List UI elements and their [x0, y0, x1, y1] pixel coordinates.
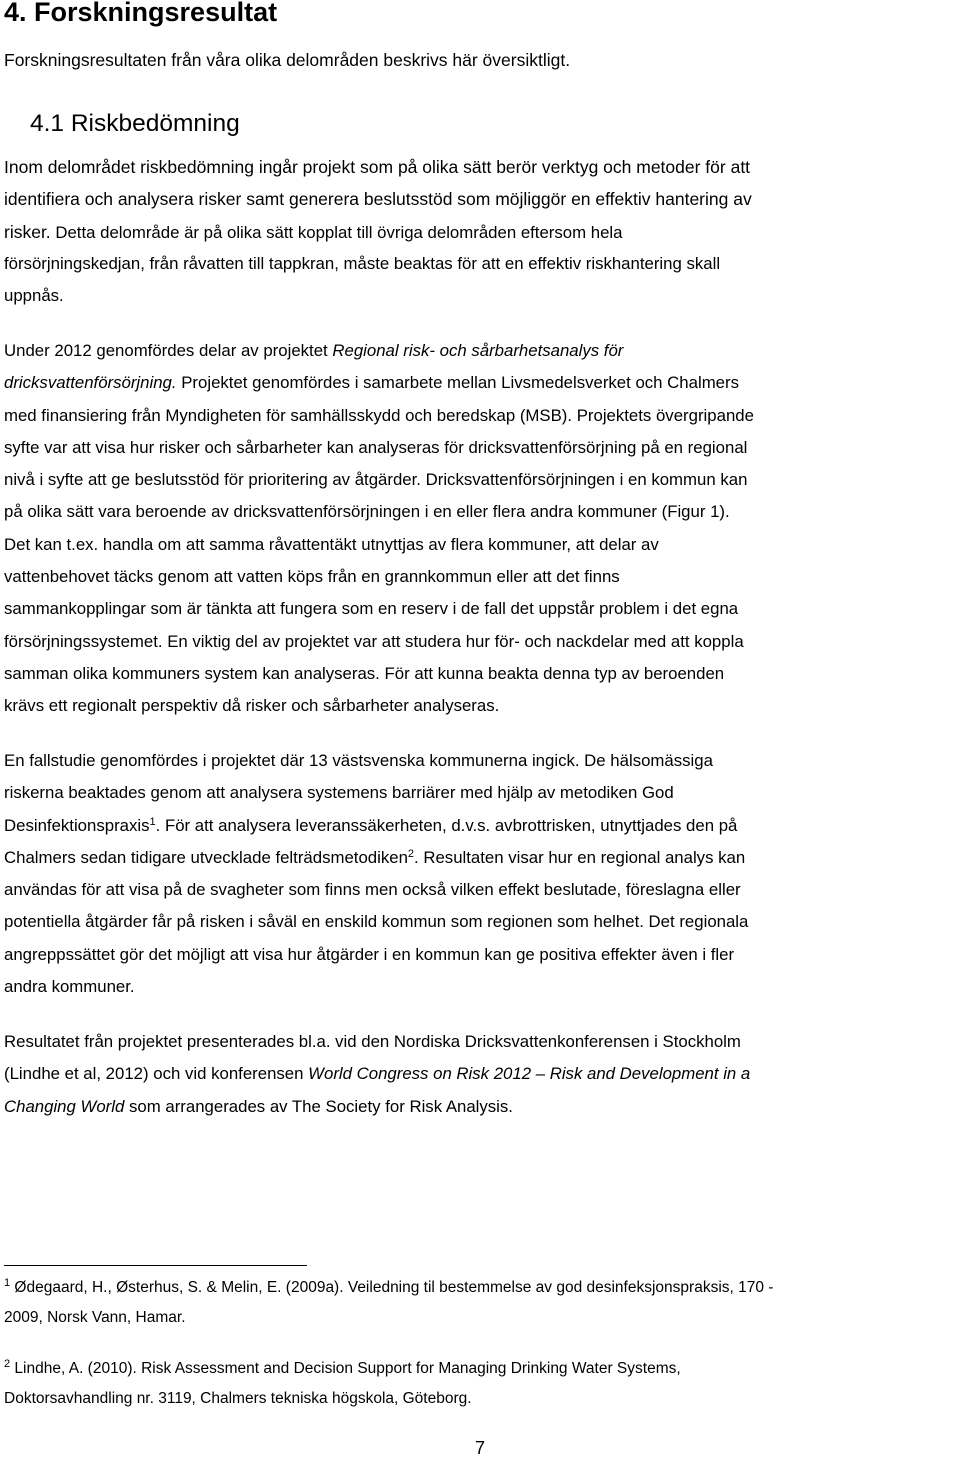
text-line: med finansiering från Myndigheten för samhällsskydd och beredskap (MSB). Projektets övergripande: [4, 405, 754, 425]
text-line: [4, 1354, 960, 1384]
text-line: nivå i syfte att ge beslutsstöd för prioritering av åtgärder. Dricksvattenförsörjningen i en kommun kan: [4, 470, 748, 490]
text-run: Detta delområde är på olika sätt kopplat till övriga delområden eftersom hela: [50, 222, 623, 242]
text-line: på olika sätt vara beroende av dricksvattenförsörjningen i en eller flera andra kommuner (Figur 1).: [4, 502, 730, 522]
footnote-1: [4, 1273, 960, 1333]
text-line: 2009, Norsk Vann, Hamar.: [4, 1309, 186, 1326]
text-run: Under 2012 genomfördes delar av projektet: [4, 341, 333, 360]
conference-title: World Congress on Risk 2012 – Risk and Development in a: [308, 1064, 751, 1084]
footnote-ref-2[interactable]: 2: [407, 847, 415, 860]
text-line: Det kan t.ex. handla om att samma råvattentäkt utnyttjas av flera kommuner, att delar av: [4, 534, 659, 554]
text-run: Lindhe, A. (2010). Risk Assessment and Decision Support for Managing Drinking Water Systems,: [10, 1360, 681, 1377]
text-line: Doktorsavhandling nr. 3119, Chalmers tekniska högskola, Göteborg.: [4, 1390, 472, 1407]
project-title: dricksvattenförsörjning.: [4, 373, 177, 393]
text-line: [4, 335, 960, 367]
text-run: Ødegaard, H., Østerhus, S. & Melin, E. (2009a). Veiledning til bestemmelse av god desinfeksjonspraksis, 170 -: [10, 1279, 774, 1296]
text-line: En fallstudie genomfördes i projektet där 13 västsvenska kommunerna ingick. De hälsomässiga: [4, 751, 713, 770]
text-run: . Resultaten visar hur en regional analys kan: [414, 847, 746, 867]
text-line: andra kommuner.: [4, 977, 135, 997]
conference-title: Changing World: [4, 1096, 125, 1116]
text-line: Inom delområdet riskbedömning ingår projekt som på olika sätt berör verktyg och metoder för att: [4, 157, 751, 177]
text-run: . För att analysera leveranssäkerheten, d.v.s. avbrottrisken, utnyttjades den på: [155, 815, 738, 835]
paragraph-2: [4, 335, 960, 723]
text-run: (Lindhe et al, 2012) och vid konferensen: [4, 1064, 309, 1084]
footnote-2: [4, 1354, 960, 1414]
text-line: [4, 810, 960, 842]
text-line: vattenbehovet täcks genom att vatten köps från en grannkommun eller att det finns: [4, 567, 620, 587]
footnote-number: 2: [4, 1358, 11, 1370]
text-run: Desinfektionspraxis: [4, 815, 150, 835]
text-line: angreppssättet gör det möjligt att visa hur åtgärder i en kommun kan ge positiva effekter även i fler: [4, 944, 735, 964]
text-line: [4, 1058, 960, 1090]
footnote-ref-1[interactable]: 1: [149, 815, 156, 828]
paragraph-4: [4, 1026, 960, 1123]
text-line: riskerna beaktades genom att analysera systemens barriärer med hjälp av metodiken God: [4, 783, 674, 803]
section-intro: Forskningsresultaten från våra olika delområden beskrivs här översiktligt.: [4, 50, 571, 70]
text-run: Projektet genomfördes i samarbete mellan Livsmedelsverket och Chalmers: [176, 373, 739, 393]
text-line: sammankopplingar som är tänkta att fungera som en reserv i de fall det uppstår problem i det egna: [4, 599, 739, 619]
text-line: [4, 842, 960, 874]
project-title: Regional risk- och sårbarhetsanalys för: [332, 341, 624, 360]
text-line: potentiella åtgärder får på risken i såväl en enskild kommun som regionen som helhet. Det regionala: [4, 912, 749, 932]
text-line: [4, 216, 960, 248]
text-line: försörjningssystemet. En viktig del av projektet var att studera hur för- och nackdelar med att koppla: [4, 631, 744, 651]
text-line: syfte var att visa hur risker och sårbarheter kan analyseras för dricksvattenförsörjning på en regional: [4, 437, 748, 457]
text-line: Resultatet från projektet presenterades bl.a. vid den Nordiska Dricksvattenkonferensen i Stockholm: [4, 1032, 741, 1051]
text-line: [4, 1091, 960, 1123]
text-run: som arrangerades av The Society for Risk Analysis.: [124, 1096, 513, 1116]
text-run: risker.: [4, 221, 51, 242]
section-heading: 4. Forskningsresultat: [4, 0, 278, 27]
footnote-separator: [4, 1265, 307, 1266]
text-line: användas för att visa på de svagheter som finns men också vilken effekt beslutade, föreslagna eller: [4, 880, 741, 900]
paragraph-1: [4, 151, 960, 312]
footnote-number: 1: [4, 1277, 11, 1289]
text-line: identifiera och analysera risker samt generera beslutsstöd som möjliggör en effektiv hantering av: [4, 189, 752, 210]
text-line: samman olika kommuners system kan analyseras. För att kunna beakta denna typ av beroenden: [4, 663, 725, 683]
text-line: [4, 367, 960, 399]
text-line: krävs ett regionalt perspektiv då risker och sårbarheter analyseras.: [4, 696, 500, 716]
text-line: försörjningskedjan, från råvatten till tappkran, måste beaktas för att en effektiv riskhantering skall: [4, 253, 721, 273]
paragraph-3: [4, 745, 960, 1003]
text-run: Chalmers sedan tidigare utvecklade felträdsmetodiken: [4, 847, 408, 867]
page-number: 7: [474, 1438, 485, 1458]
text-line: [4, 1273, 960, 1303]
text-line: uppnås.: [4, 286, 64, 306]
subsection-heading: 4.1 Riskbedömning: [30, 110, 240, 137]
